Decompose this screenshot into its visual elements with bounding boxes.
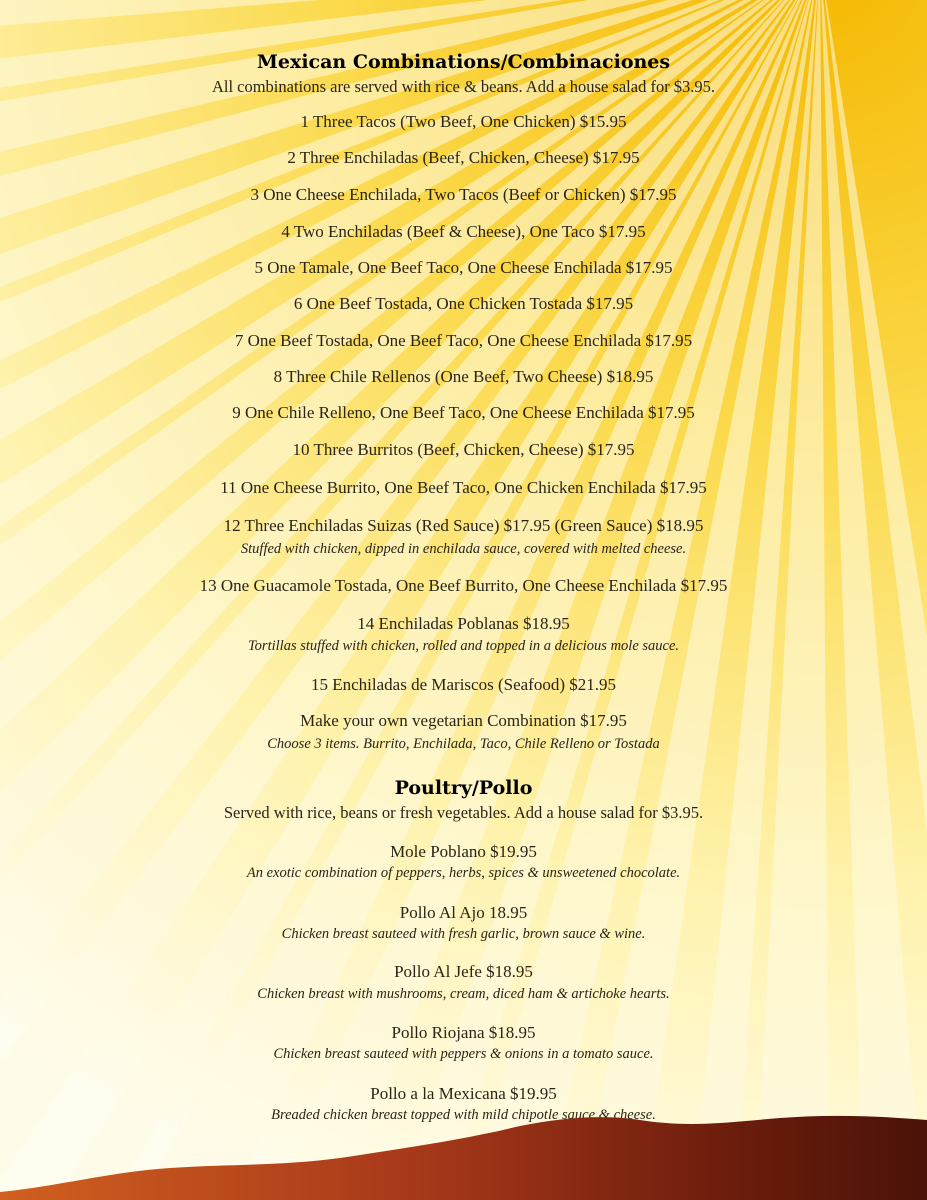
- poultry-item-pollo-al-jefe: Pollo Al Jefe $18.95: [394, 962, 533, 981]
- combo-item-1: 1 Three Tacos (Two Beef, One Chicken) $15.95: [300, 112, 627, 131]
- combo-item-6: 6 One Beef Tostada, One Chicken Tostada $17.95: [293, 294, 634, 313]
- combo-item-3: 3 One Cheese Enchilada, Two Tacos (Beef or Chicken) $17.95: [250, 185, 677, 204]
- mountain-silhouette: [0, 1100, 927, 1200]
- combo-item-13: 13 One Guacamole Tostada, One Beef Burrito, One Cheese Enchilada $17.95: [199, 576, 728, 595]
- combo-item-9: 9 One Chile Relleno, One Beef Taco, One Cheese Enchilada $17.95: [232, 403, 695, 422]
- poultry-item-pollo-al-ajo: Pollo Al Ajo 18.95: [399, 903, 528, 922]
- combo-item-15: 15 Enchiladas de Mariscos (Seafood) $21.95: [311, 675, 616, 694]
- poultry-item-pollo-al-jefe-description: Chicken breast with mushrooms, cream, diced ham & artichoke hearts.: [257, 986, 670, 1002]
- combo-item-12: 12 Three Enchiladas Suizas (Red Sauce) $17.95 (Green Sauce) $18.95: [223, 516, 704, 535]
- poultry-heading: Poultry/Pollo: [394, 777, 533, 799]
- combinations-heading: Mexican Combinations/Combinaciones: [256, 51, 671, 73]
- poultry-subtitle: Served with rice, beans or fresh vegetables. Add a house salad for $3.95.: [223, 803, 704, 822]
- combinations-subtitle: All combinations are served with rice & beans. Add a house salad for $3.95.: [211, 77, 716, 96]
- poultry-item-pollo-riojana-description: Chicken breast sauteed with peppers & onions in a tomato sauce.: [273, 1046, 654, 1062]
- poultry-item-pollo-riojana: Pollo Riojana $18.95: [391, 1023, 536, 1042]
- combo-item-4: 4 Two Enchiladas (Beef & Cheese), One Taco $17.95: [281, 222, 646, 241]
- combo-item-7: 7 One Beef Tostada, One Beef Taco, One Cheese Enchilada $17.95: [234, 331, 693, 350]
- poultry-item-mole-poblano: Mole Poblano $19.95: [390, 842, 537, 861]
- combo-item-2: 2 Three Enchiladas (Beef, Chicken, Cheese) $17.95: [287, 148, 640, 167]
- poultry-item-pollo-a-la-mexicana-description: Breaded chicken breast topped with mild chipotle sauce & cheese.: [271, 1107, 656, 1123]
- combo-item-5: 5 One Tamale, One Beef Taco, One Cheese Enchilada $17.95: [254, 258, 673, 277]
- poultry-item-pollo-al-ajo-description: Chicken breast sauteed with fresh garlic, brown sauce & wine.: [281, 926, 646, 942]
- combo-item-8: 8 Three Chile Rellenos (One Beef, Two Cheese) $18.95: [273, 367, 654, 386]
- combo-item-14: 14 Enchiladas Poblanas $18.95: [357, 614, 570, 633]
- combo-item-vegetarian-description: Choose 3 items. Burrito, Enchilada, Taco, Chile Relleno or Tostada: [267, 736, 660, 752]
- poultry-item-pollo-a-la-mexicana: Pollo a la Mexicana $19.95: [370, 1084, 557, 1103]
- combo-item-14-description: Tortillas stuffed with chicken, rolled and topped in a delicious mole sauce.: [247, 638, 680, 654]
- combo-item-11: 11 One Cheese Burrito, One Beef Taco, One Chicken Enchilada $17.95: [220, 478, 707, 497]
- combo-item-10: 10 Three Burritos (Beef, Chicken, Cheese) $17.95: [292, 440, 635, 459]
- poultry-item-mole-poblano-description: An exotic combination of peppers, herbs, spices & unsweetened chocolate.: [246, 865, 681, 881]
- combo-item-12-description: Stuffed with chicken, dipped in enchilada sauce, covered with melted cheese.: [240, 541, 687, 557]
- combo-item-vegetarian: Make your own vegetarian Combination $17.95: [300, 711, 627, 730]
